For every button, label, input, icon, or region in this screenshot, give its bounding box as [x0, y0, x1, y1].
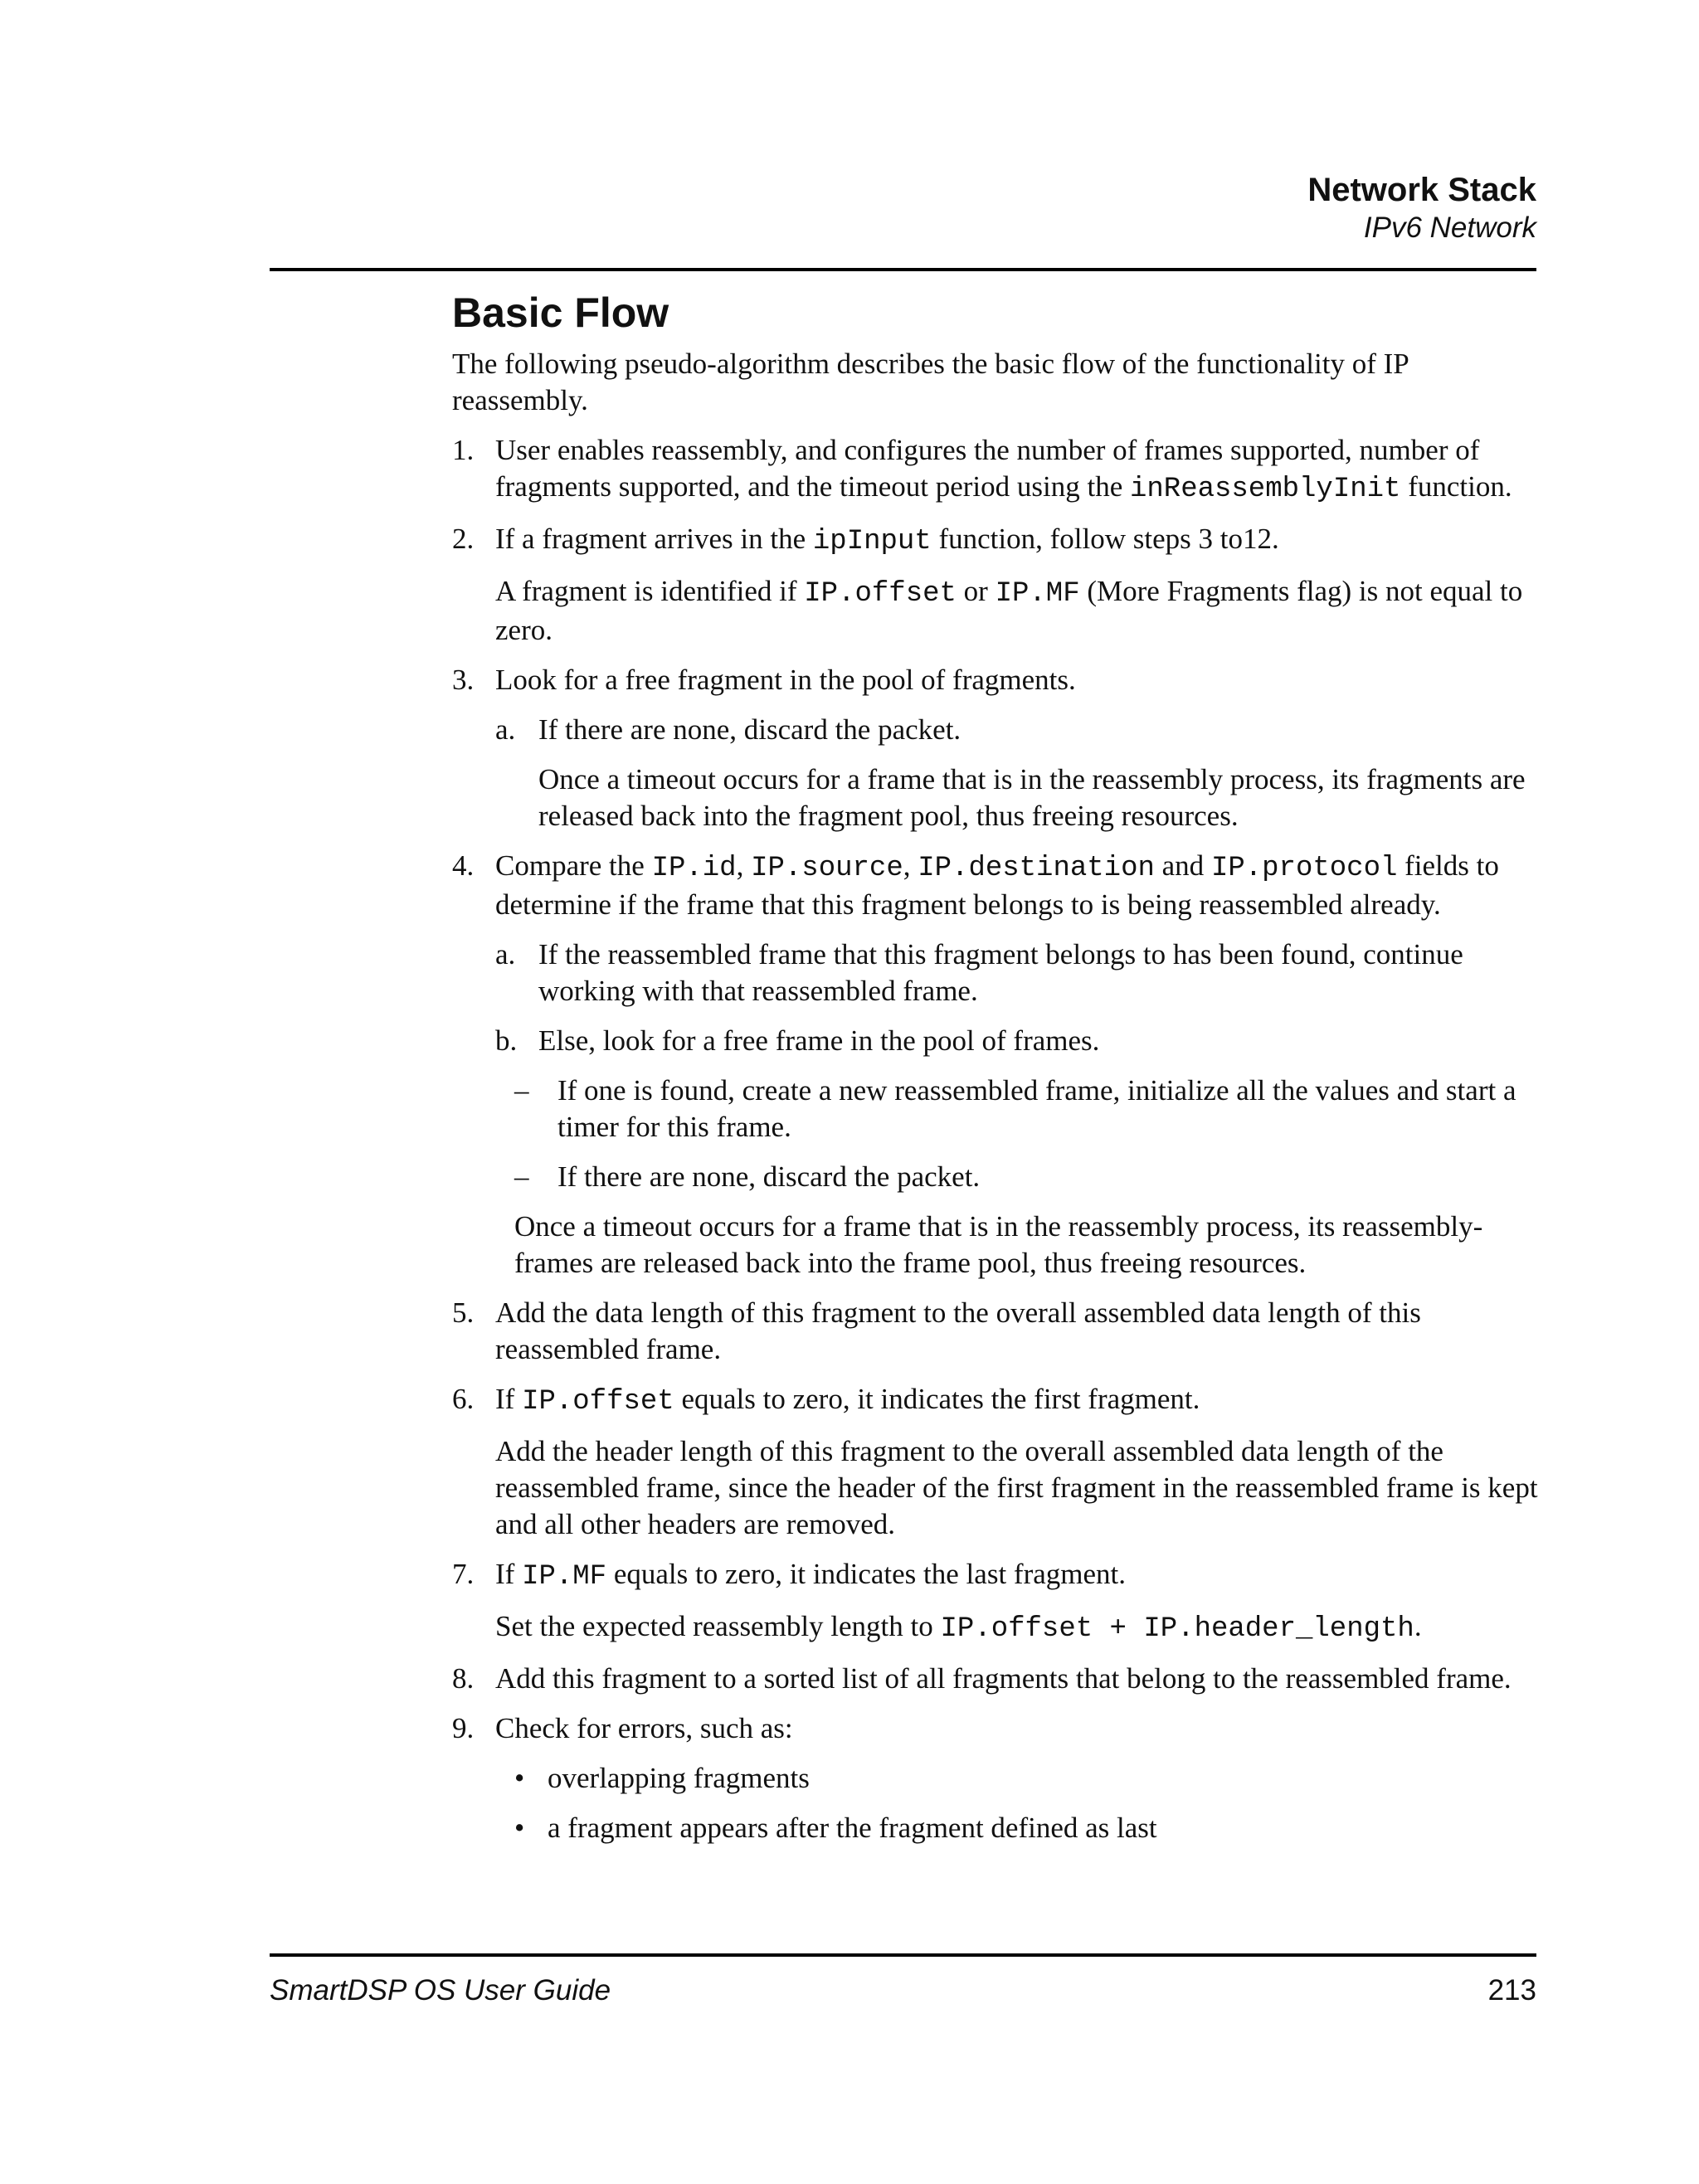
step-1 — [452, 432, 1539, 508]
step-4-note: Once a timeout occurs for a frame that is in the reassembly process, its reassembly-frames are released back into the frame pool, thus freeing resources. — [514, 1210, 1483, 1279]
step-number: 3. — [452, 664, 475, 696]
running-header — [1307, 170, 1536, 246]
step-number: 4. — [452, 849, 475, 882]
header-rule — [270, 268, 1536, 271]
code-term: IP.offset — [522, 1386, 674, 1418]
dash-mark: – — [514, 1160, 529, 1193]
step-4b-dash-1 — [514, 1073, 1539, 1146]
step-4 — [452, 848, 1539, 923]
substep-text: Else, look for a free frame in the pool of frames. — [538, 1024, 1100, 1057]
intro-paragraph: The following pseudo-algorithm describes the basic flow of the functionality of IP reassembly. — [452, 348, 1409, 416]
header-subtitle: IPv6 Network — [1363, 212, 1536, 244]
header-title: Network Stack — [1307, 172, 1536, 208]
step-text: If a fragment arrives in the — [495, 523, 813, 555]
step-text: , — [736, 849, 752, 882]
step-text: If — [495, 1558, 523, 1590]
step-3a — [495, 712, 1539, 748]
step-text: function. — [1400, 470, 1512, 503]
footer-rule — [270, 1953, 1536, 1957]
step-text: If — [495, 1383, 523, 1415]
step-number: 2. — [452, 523, 475, 555]
code-term: IP.offset — [804, 578, 957, 610]
step-text: equals to zero, it indicates the last fragment. — [606, 1558, 1126, 1590]
dash-text: If one is found, create a new reassembled frame, initialize all the values and start a timer for this frame. — [557, 1074, 1516, 1143]
code-term: IP.MF — [522, 1561, 607, 1593]
bullet-item-2 — [514, 1810, 1539, 1846]
step-text: Add this fragment to a sorted list of all fragments that belong to the reassembled frame. — [495, 1662, 1512, 1695]
code-term: IP.protocol — [1210, 853, 1398, 884]
step-number: 6. — [452, 1383, 475, 1415]
step-text: Check for errors, such as: — [495, 1712, 793, 1744]
step-text: Look for a free fragment in the pool of fragments. — [495, 664, 1076, 696]
bullet-item-1 — [514, 1760, 1539, 1797]
code-term: inReassemblyInit — [1129, 474, 1401, 505]
bullet-text: a fragment appears after the fragment defined as last — [548, 1812, 1157, 1844]
step-4b — [495, 1023, 1539, 1059]
step-text: Compare the — [495, 849, 652, 882]
step-6-note: Add the header length of this fragment to the overall assembled data length of the reassembled frame, since the header of the first fragment in the reassembled frame is kept and all other headers are removed. — [495, 1435, 1538, 1540]
step-number: 7. — [452, 1558, 475, 1590]
page-content — [452, 286, 1539, 1860]
page-number: 213 — [1487, 1974, 1536, 2006]
dash-text: If there are none, discard the packet. — [557, 1160, 981, 1193]
step-number: 8. — [452, 1662, 475, 1695]
step-text: and — [1154, 849, 1211, 882]
dash-mark: – — [514, 1074, 529, 1107]
step-5 — [452, 1295, 1539, 1368]
step-9 — [452, 1710, 1539, 1747]
step-2 — [452, 521, 1539, 560]
step-7 — [452, 1556, 1539, 1595]
note-text: A fragment is identified if — [495, 575, 805, 607]
substep-label: b. — [495, 1024, 518, 1057]
bullet-text: overlapping fragments — [548, 1762, 810, 1794]
step-number: 1. — [452, 434, 475, 466]
note-text: Set the expected reassembly length to — [495, 1610, 941, 1642]
step-text: fields to determine if the frame that this fragment belongs to is being reassembled already. — [495, 849, 1499, 921]
bullet-mark: • — [514, 1812, 525, 1844]
bullet-mark: • — [514, 1762, 525, 1794]
code-term: IP.MF — [995, 578, 1080, 610]
step-text: function, follow steps 3 to12. — [931, 523, 1279, 555]
step-4a — [495, 936, 1539, 1009]
step-6 — [452, 1381, 1539, 1420]
step-8 — [452, 1661, 1539, 1697]
substep-text: If the reassembled frame that this fragment belongs to has been found, continue working with that reassembled frame. — [538, 938, 1463, 1007]
code-term: IP.id — [651, 853, 737, 884]
substep-label: a. — [495, 713, 516, 746]
code-term: IP.offset + IP.header_length — [940, 1613, 1414, 1645]
step-2-note — [495, 573, 1539, 649]
step-4b-dash-2 — [514, 1159, 1539, 1195]
step-7-note — [495, 1608, 1539, 1647]
step-text: Add the data length of this fragment to the overall assembled data length of this reassembled frame. — [495, 1296, 1421, 1365]
substep-text: If there are none, discard the packet. — [538, 713, 961, 746]
note-text: or — [956, 575, 996, 607]
code-term: IP.destination — [918, 853, 1155, 884]
step-text: User enables reassembly, and configures the number of frames supported, number of fragments supported, and the timeout period using the — [495, 434, 1480, 503]
step-number: 5. — [452, 1296, 475, 1329]
substep-label: a. — [495, 938, 516, 970]
note-text: (More Fragments flag) is not equal to zero. — [495, 575, 1523, 646]
footer-doc-title: SmartDSP OS User Guide — [270, 1974, 611, 2006]
step-number: 9. — [452, 1712, 475, 1744]
step-text: , — [903, 849, 918, 882]
section-title: Basic Flow — [452, 289, 669, 336]
step-text: equals to zero, it indicates the first fragment. — [674, 1383, 1200, 1415]
step-3 — [452, 662, 1539, 698]
code-term: IP.source — [751, 853, 903, 884]
code-term: ipInput — [812, 526, 932, 557]
step-3a-note: Once a timeout occurs for a frame that is in the reassembly process, its fragments are released back into the fragment pool, thus freeing resources. — [538, 763, 1526, 832]
note-text: . — [1414, 1610, 1422, 1642]
